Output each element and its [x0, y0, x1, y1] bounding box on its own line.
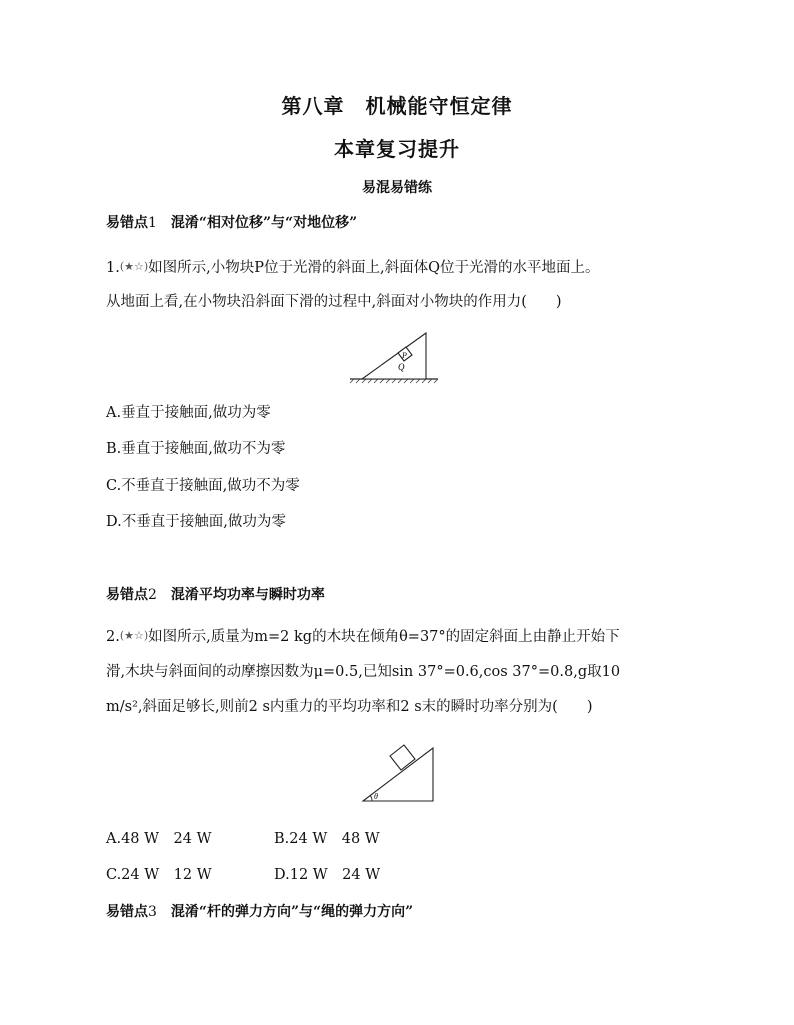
option-a[interactable]: A.48 W 24 W — [106, 831, 212, 847]
option-a[interactable]: A.垂直于接触面,做功为零 — [106, 405, 271, 421]
question-2-line-2: 滑,木块与斜面间的动摩擦因数为μ=0.5,已知sin 37°=0.6,cos 37°=0.8,g取10 — [106, 664, 621, 680]
error-point-title: 混淆“相对位移”与“对地位移” — [170, 215, 358, 231]
option-b[interactable]: B.24 W 48 W — [274, 831, 380, 847]
error-point-2-heading — [106, 584, 325, 604]
difficulty-stars: (★☆) — [119, 260, 149, 273]
error-point-title: 混淆平均功率与瞬时功率 — [170, 587, 325, 603]
question-2-text-1: 如图所示,质量为m=2 kg的木块在倾角θ=37°的固定斜面上由静止开始下 — [148, 629, 620, 645]
ground-hatching — [350, 379, 438, 383]
error-point-label: 易错点 — [106, 215, 148, 231]
error-point-label: 易错点 — [106, 587, 148, 603]
error-point-number: 2 — [148, 587, 157, 603]
question-1-line-1 — [106, 256, 600, 277]
error-point-number: 1 — [148, 215, 157, 231]
chapter-title: 第八章 机械能守恒定律 — [281, 94, 513, 118]
option-d[interactable]: D.12 W 24 W — [274, 867, 381, 883]
question-2-line-3: m/s²,斜面足够长,则前2 s内重力的平均功率和2 s末的瞬时功率分别为( ) — [106, 699, 593, 715]
question-2-line-1 — [106, 625, 620, 646]
option-c[interactable]: C.24 W 12 W — [106, 867, 212, 883]
error-point-1-heading — [106, 212, 357, 232]
option-d[interactable]: D.不垂直于接触面,做功为零 — [106, 514, 286, 530]
question-1-text-1: 如图所示,小物块P位于光滑的斜面上,斜面体Q位于光滑的水平地面上。 — [148, 260, 600, 276]
fixed-incline-figure — [360, 742, 438, 804]
error-point-3-heading — [106, 901, 413, 921]
error-point-label: 易错点 — [106, 904, 148, 920]
question-number: 2. — [106, 629, 120, 645]
error-point-number: 3 — [148, 904, 157, 920]
label-p: P — [402, 351, 407, 360]
incline-q — [362, 333, 426, 379]
incline-block-figure — [348, 326, 440, 384]
difficulty-stars: (★☆) — [119, 629, 149, 642]
label-q: Q — [398, 362, 405, 372]
question-number: 1. — [106, 260, 120, 276]
question-1-line-2: 从地面上看,在小物块沿斜面下滑的过程中,斜面对小物块的作用力( ) — [106, 294, 562, 310]
error-point-title: 混淆“杆的弹力方向”与“绳的弹力方向” — [170, 904, 414, 920]
option-c[interactable]: C.不垂直于接触面,做功不为零 — [106, 478, 300, 494]
angle-theta-label: θ — [374, 792, 378, 801]
exercise-subtitle: 易混易错练 — [362, 180, 432, 196]
option-b[interactable]: B.垂直于接触面,做功不为零 — [106, 441, 286, 457]
section-title: 本章复习提升 — [334, 137, 460, 161]
